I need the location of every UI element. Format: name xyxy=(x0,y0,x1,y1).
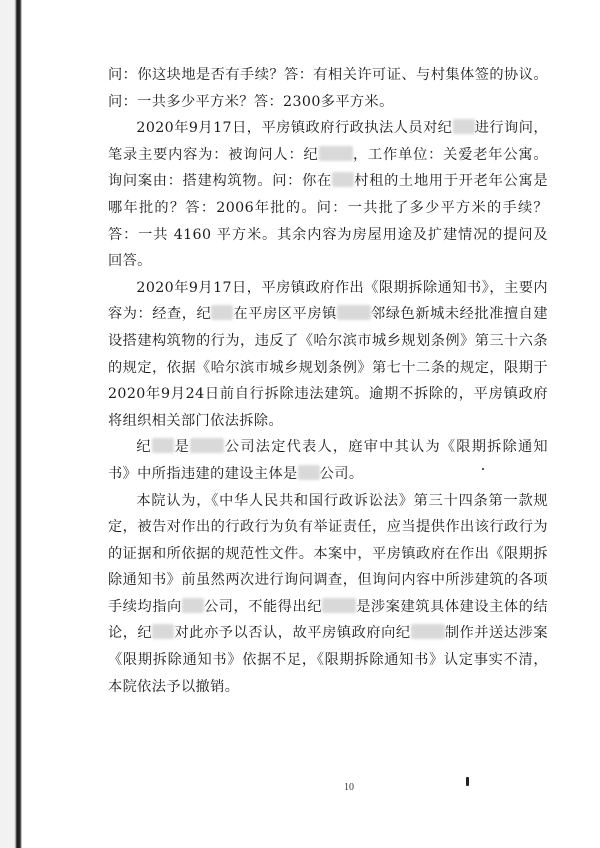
redaction-mark xyxy=(152,438,174,453)
redaction-mark xyxy=(182,598,204,613)
redaction-mark xyxy=(190,438,224,453)
paragraph-3: 2020年9月17日，平房镇政府作出《限期拆除通知书》，主要内容为：经查，纪 在平房区平房镇 邻绿色新城未经批准擅自建设搭建构筑物的行为，违反了《哈尔滨市城乡规划条例》第三十六条的规定，依据《哈尔滨市城乡规划条例》第七十二条的规定，限期于2020年9月24日前自行拆除违法建筑。逾期不拆除的，平房镇政府将组织相关部门依法拆除。 xyxy=(108,279,548,429)
scan-speck xyxy=(466,777,469,786)
paragraph-5: 本院认为，《中华人民共和国行政诉讼法》第三十四条第一款规定，被告对作出的行政行为负有举证责任，应当提供作出该行政行为的证据和所依据的规范性文件。本案中，平房镇政府在作出《限期拆除通知书》前虽然两次进行询问调查，但询问内容中所涉建筑的各项手续均指向 公司，不能得出纪 是涉案建筑具体建设主体的结论，纪 对此亦予以否认，故平房镇政府向纪 制作并送达涉案《限期拆除通知书》依据不足，《限期拆除通知书》认定事实不清，本院依法予以撤销。 xyxy=(108,492,549,695)
redaction-mark xyxy=(337,305,371,320)
redaction-mark xyxy=(411,624,445,639)
paragraph-2: 2020年9月17日，平房镇政府行政执法人员对纪 进行询问，笔录主要内容为：被询问人：纪 ，工作单位：关爱老年公寓。询问案由：搭建构筑物。问：你在 村租的土地用于开老年公寓是哪年批的？答：2006年批的。问：一共批了多少平方米的手续？答：一共 4160 平方米。其余内容为房屋用途及扩建情况的提问及回答。 xyxy=(108,120,548,270)
page-number: 10 xyxy=(344,782,354,793)
redaction-mark xyxy=(319,146,353,161)
paragraph-4: 纪 是 公司法定代表人，庭审中其认为《限期拆除通知书》中所指违建的建设主体是 公司。 xyxy=(108,439,549,482)
redaction-mark xyxy=(298,465,320,480)
redaction-mark xyxy=(322,598,356,613)
scan-binding-edge xyxy=(0,0,22,848)
paragraph-1: 问：你这块地是否有手续？答：有相关许可证、与村集体签的协议。问：一共多少平方米？答：2300多平方米。 xyxy=(108,67,548,110)
redaction-mark xyxy=(332,172,354,187)
redaction-mark xyxy=(211,305,233,320)
scan-speck xyxy=(482,468,484,470)
document-body xyxy=(108,62,548,700)
redaction-mark xyxy=(453,119,475,134)
redaction-mark xyxy=(152,624,174,639)
